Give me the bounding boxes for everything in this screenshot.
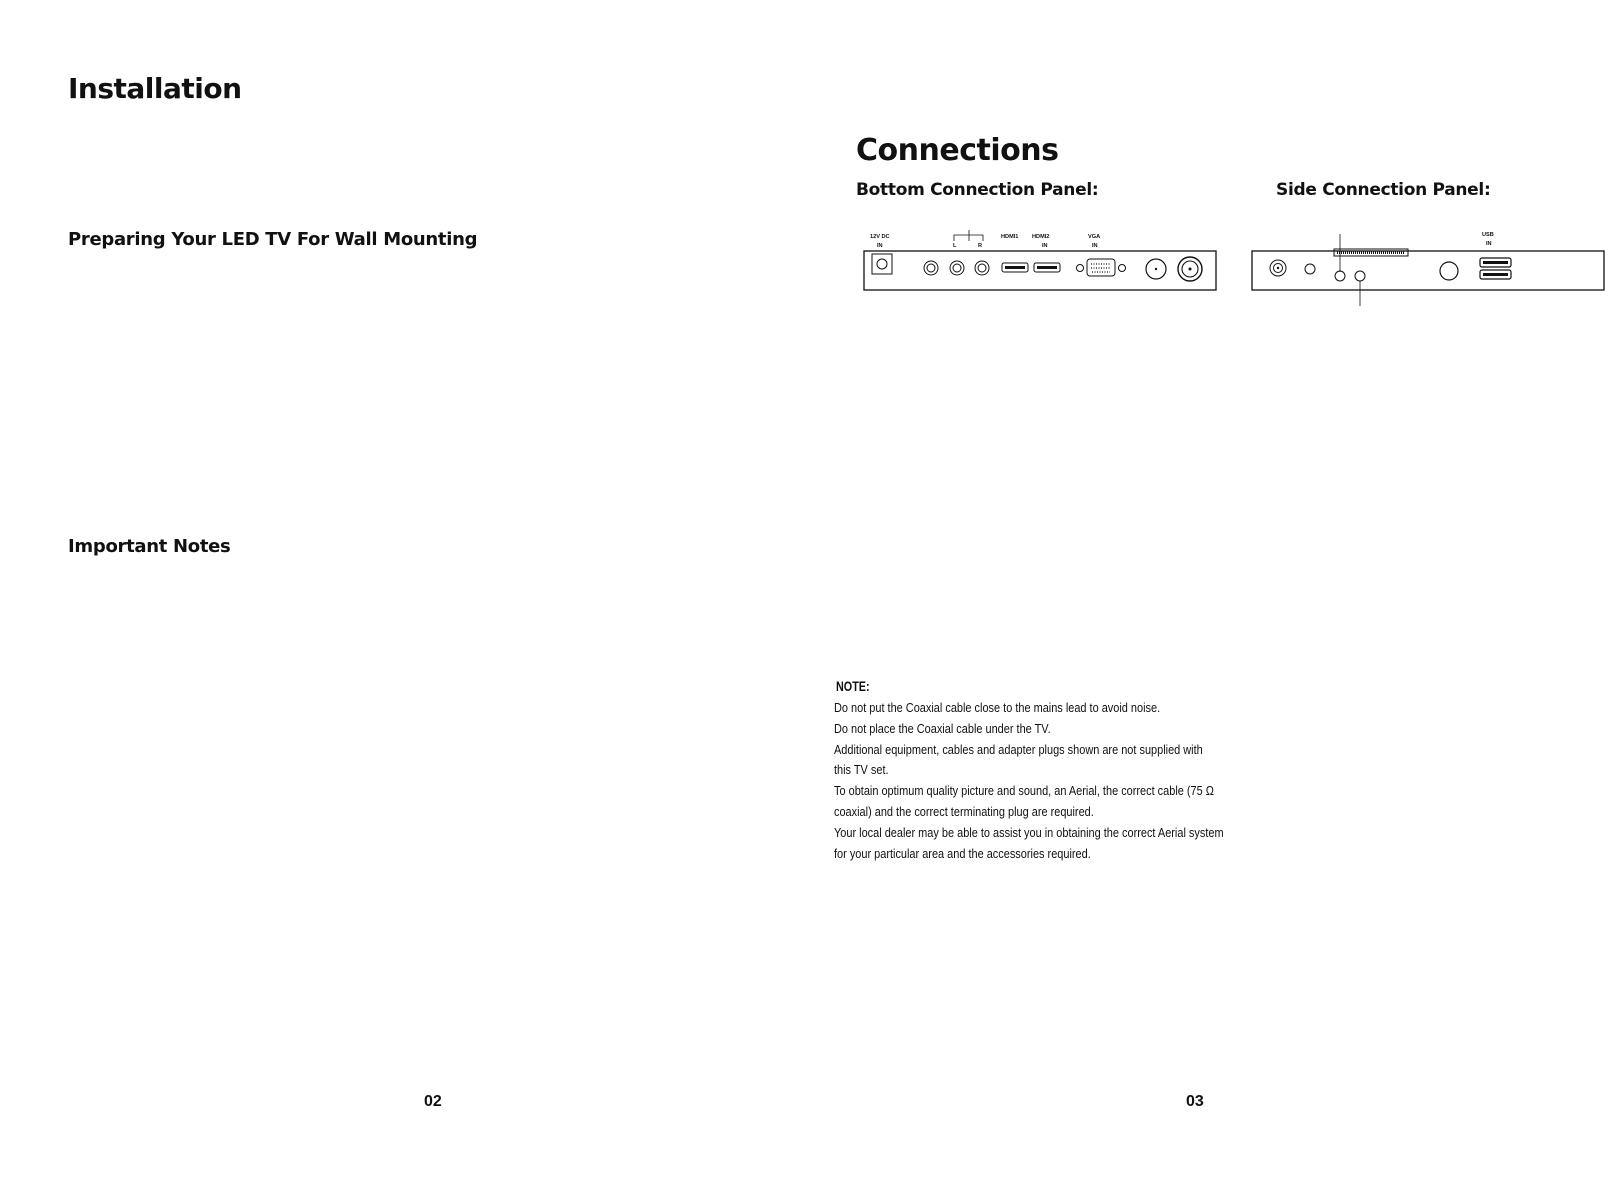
audio-bracket xyxy=(954,230,983,241)
note-text xyxy=(834,698,1224,864)
audio-port-l xyxy=(950,261,964,275)
dc-label-1: 12V DC xyxy=(870,234,890,240)
note-line: for your particular area and the accessories required. xyxy=(834,845,1091,861)
hdmi2-port xyxy=(1034,263,1060,272)
right-page-title: Connections xyxy=(856,133,1059,168)
bottom-panel-heading: Bottom Connection Panel: xyxy=(856,180,1099,200)
audio-l-label: L xyxy=(953,243,957,249)
dc-label-2: IN xyxy=(877,243,883,249)
audio-port-r xyxy=(975,261,989,275)
left-page-number: 02 xyxy=(424,1093,442,1110)
dc-in-port xyxy=(872,254,892,274)
hdmi1-port xyxy=(1002,263,1028,272)
hdmi1-label: HDMI1 xyxy=(1001,234,1019,240)
vga-port xyxy=(1077,259,1126,276)
bottom-connection-panel-diagram xyxy=(858,222,1218,298)
usb-port-1 xyxy=(1480,258,1511,267)
note-line: Do not put the Coaxial cable close to the mains lead to avoid noise. xyxy=(834,700,1161,715)
left-page-title: Installation xyxy=(68,72,242,105)
vga-label-1: VGA xyxy=(1088,234,1101,240)
card-slot xyxy=(1334,249,1408,256)
note-line: coaxial) and the correct terminating plug are required. xyxy=(834,803,1094,819)
hdmi2-label-2: IN xyxy=(1042,243,1048,249)
headphone-port xyxy=(1335,271,1345,281)
side-coax-port xyxy=(1270,260,1286,276)
important-notes-heading: Important Notes xyxy=(68,536,231,557)
wall-mount-heading: Preparing Your LED TV For Wall Mounting xyxy=(68,229,478,250)
cable-port xyxy=(1178,257,1202,281)
note-line: To obtain optimum quality picture and sound, an Aerial, the correct cable (75 Ω xyxy=(834,783,1214,799)
note-line: Do not place the Coaxial cable under the TV. xyxy=(834,720,1051,736)
side-connection-panel-diagram xyxy=(1244,222,1616,312)
bottom-panel-outline xyxy=(864,251,1216,290)
note-line: this TV set. xyxy=(834,762,889,778)
vga-label-2: IN xyxy=(1092,243,1098,249)
hdmi2-label-1: HDMI2 xyxy=(1032,234,1050,240)
note-line: Your local dealer may be able to assist you in obtaining the correct Aerial system xyxy=(834,824,1224,840)
note-line: Additional equipment, cables and adapter plugs shown are not supplied with xyxy=(834,741,1203,757)
side-panel-heading: Side Connection Panel: xyxy=(1276,180,1491,200)
audio-port-1 xyxy=(924,261,938,275)
note-title: NOTE: xyxy=(836,679,870,694)
side-round-port xyxy=(1440,262,1458,280)
usb-label-1: USB xyxy=(1482,232,1494,238)
usb-port-2 xyxy=(1480,270,1511,279)
usb-label-2: IN xyxy=(1486,241,1492,247)
antenna-port xyxy=(1146,259,1166,279)
right-page-number: 03 xyxy=(1186,1093,1204,1110)
audio-r-label: R xyxy=(978,243,983,249)
side-av-port xyxy=(1355,271,1365,281)
side-small-port xyxy=(1305,264,1315,274)
